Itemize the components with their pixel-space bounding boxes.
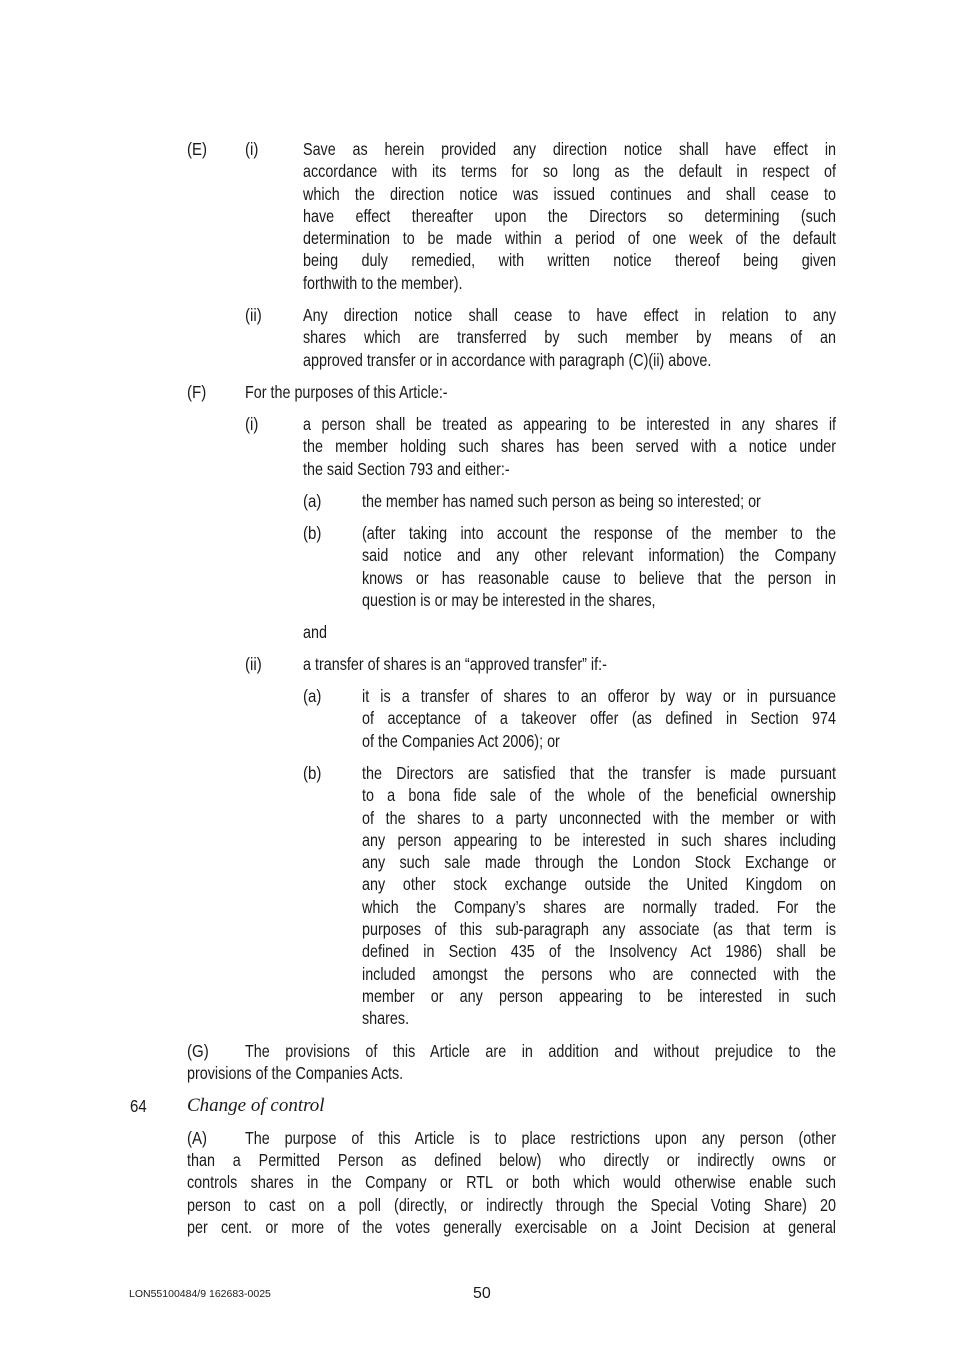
text-line: than a Permitted Person as defined below) who directly or indirectly owns or: [187, 1150, 836, 1170]
clause-label-f-i-b: (b): [303, 523, 322, 543]
paragraph-a-rest: [187, 1149, 836, 1238]
text-line: The purpose of this Article is to place restrictions upon any person (other: [245, 1128, 836, 1148]
text-line: per cent. or more of the votes generally exercisable on a Joint Decision at general: [187, 1216, 836, 1237]
text-line: any other stock exchange outside the United Kingdom on: [362, 874, 836, 895]
clause-label-e-i: (i): [245, 139, 259, 159]
text-line: member or any person appearing to be interested in such: [362, 985, 836, 1006]
text-line: of the shares to a party unconnected with the member or with: [362, 807, 836, 828]
text-line: forthwith to the member).: [303, 272, 463, 293]
paragraph-f-i-b: [362, 522, 836, 611]
paragraph-a-first: [245, 1127, 836, 1149]
paragraph-e-i: [303, 138, 836, 294]
text-line: (after taking into account the response of the member to the: [362, 523, 836, 543]
text-line: For the purposes of this Article:-: [245, 382, 448, 402]
text-line: which the Company’s shares are normally traded. For the: [362, 896, 836, 917]
text-line: controls shares in the Company or RTL or both which would otherwise enable such: [187, 1172, 836, 1193]
clause-label-f-i-a: (a): [303, 491, 322, 511]
text-line: knows or has reasonable cause to believe that the person in: [362, 567, 836, 588]
clause-label-f-ii-b: (b): [303, 763, 322, 783]
paragraph-f-i-a: [362, 490, 836, 512]
text-line: the member holding such shares has been served with a notice under: [303, 436, 836, 457]
text-line: The provisions of this Article are in addition and without prejudice to the: [245, 1041, 836, 1061]
paragraph-f-ii-a: [362, 685, 836, 752]
text-line: any person appearing to be interested in such shares including: [362, 829, 836, 850]
text-line: the Directors are satisfied that the transfer is made pursuant: [362, 763, 836, 783]
text-line: provisions of the Companies Acts.: [187, 1063, 404, 1083]
text-line: the member has named such person as being so interested; or: [362, 491, 761, 511]
text-line: included amongst the persons who are connected with the: [362, 963, 836, 984]
text-line: a person shall be treated as appearing to be interested in any shares if: [303, 414, 836, 434]
text-line: Save as herein provided any direction notice shall have effect in: [303, 139, 836, 159]
text-line: of acceptance of a takeover offer (as defined in Section 974: [362, 708, 836, 729]
clause-label-g: (G): [187, 1041, 209, 1061]
clause-label-f: (F): [187, 382, 207, 402]
text-line: defined in Section 435 of the Insolvency Act 1986) shall be: [362, 941, 836, 962]
clause-label-f-i: (i): [245, 414, 259, 434]
paragraph-and: [303, 621, 836, 643]
text-line: a transfer of shares is an “approved transfer” if:-: [303, 654, 607, 674]
page-number: 50: [473, 1285, 491, 1302]
footer-reference: LON55100484/9 162683-0025: [129, 1288, 271, 1300]
text-line: person to cast on a poll (directly, or indirectly through the Special Voting Share) 20: [187, 1194, 836, 1215]
article-heading: Change of control: [187, 1095, 325, 1116]
text-line: and: [303, 622, 327, 642]
text-line: to a bona fide sale of the whole of the beneficial ownership: [362, 785, 836, 806]
text-line: question is or may be interested in the shares,: [362, 589, 656, 610]
text-line: purposes of this sub-paragraph any associate (as that term is: [362, 919, 836, 940]
clause-label-e-ii: (ii): [245, 305, 262, 325]
clause-label-f-ii: (ii): [245, 654, 262, 674]
text-line: it is a transfer of shares to an offeror by way or in pursuance: [362, 686, 836, 706]
clause-label-e: (E): [187, 139, 208, 159]
paragraph-f-i: [303, 413, 836, 480]
text-line: said notice and any other relevant information) the Company: [362, 545, 836, 566]
paragraph-e-ii: [303, 304, 836, 371]
text-line: Any direction notice shall cease to have effect in relation to any: [303, 305, 836, 325]
clause-label-f-ii-a: (a): [303, 686, 322, 706]
text-line: of the Companies Act 2006); or: [362, 730, 560, 751]
text-line: have effect thereafter upon the Directors so determining (such: [303, 205, 836, 226]
paragraph-g-rest: [187, 1062, 836, 1084]
paragraph-f-ii: [303, 653, 836, 675]
text-line: accordance with its terms for so long as the default in respect of: [303, 161, 836, 182]
text-line: which the direction notice was issued continues and shall cease to: [303, 183, 836, 204]
clause-label-art-num: 64: [130, 1096, 147, 1116]
clause-label-a: (A): [187, 1128, 208, 1148]
text-line: being duly remedied, with written notice thereof being given: [303, 250, 836, 271]
text-line: any such sale made through the London Stock Exchange or: [362, 852, 836, 873]
text-line: shares.: [362, 1008, 410, 1029]
paragraph-f: [245, 381, 836, 403]
text-line: the said Section 793 and either:-: [303, 458, 510, 479]
paragraph-f-ii-b: [362, 762, 836, 1030]
text-line: shares which are transferred by such member by means of an: [303, 327, 836, 348]
text-line: determination to be made within a period of one week of the default: [303, 228, 836, 249]
paragraph-g-first: [245, 1040, 836, 1062]
text-line: approved transfer or in accordance with paragraph (C)(ii) above.: [303, 349, 712, 370]
